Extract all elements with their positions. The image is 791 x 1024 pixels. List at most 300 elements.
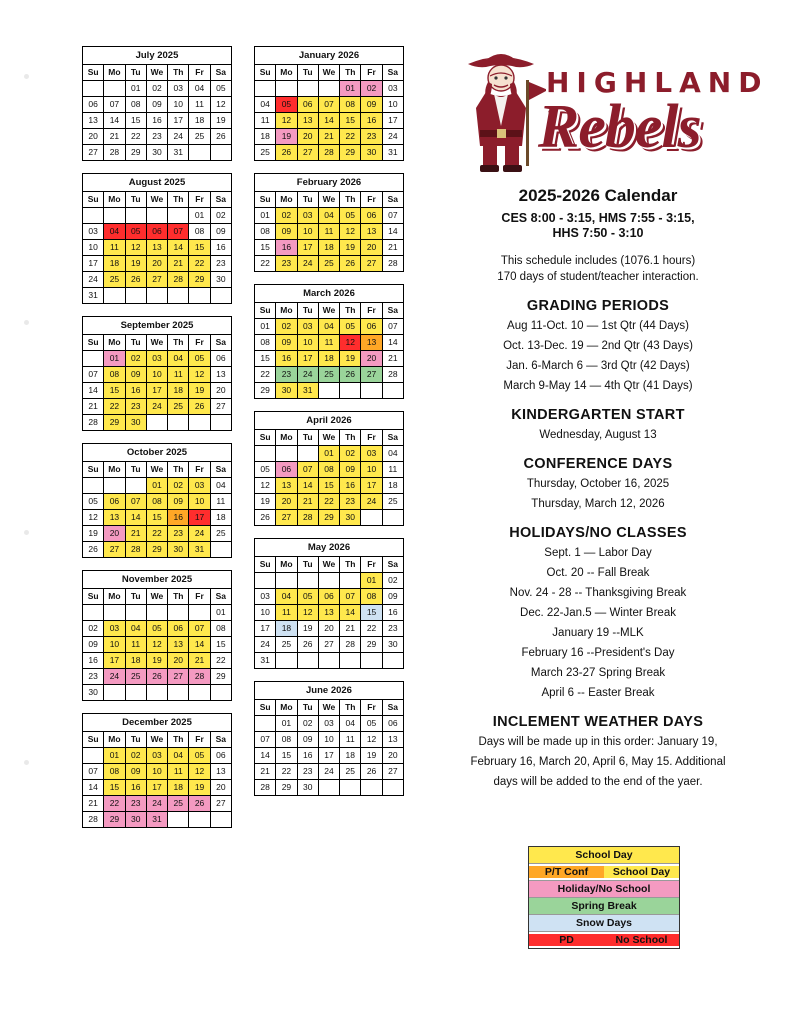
weekday-header: We [146,192,167,208]
section-heading: HOLIDAYS/NO CLASSES [509,525,687,541]
day-cell: 21 [382,351,403,367]
day-cell: 26 [361,764,382,780]
day-cell: 07 [104,97,125,113]
weekday-header: We [318,303,339,319]
section-heading: CONFERENCE DAYS [523,456,673,472]
week-row [255,97,404,113]
week-row [83,351,232,367]
day-cell: 05 [361,716,382,732]
day-cell: 26 [210,129,231,145]
weekday-header: Tu [125,65,146,81]
day-cell: 23 [276,367,297,383]
day-cell: 31 [83,288,104,304]
day-cell: 03 [146,748,167,764]
day-cell: 07 [382,208,403,224]
day-cell: 18 [168,383,189,399]
day-cell: 28 [189,669,210,685]
day-cell: 24 [297,256,318,272]
day-cell: 27 [318,637,339,653]
week-row [83,637,232,653]
empty-cell [276,573,297,589]
day-cell: 15 [340,113,361,129]
day-cell: 03 [297,319,318,335]
day-cell: 12 [189,367,210,383]
logo-rebels-text: Rebels [538,93,701,161]
logo-highland-text: HIGHLAND [546,66,769,99]
weekday-header: Tu [125,732,146,748]
day-cell: 25 [104,272,125,288]
calendar-column-left [82,46,232,840]
legend-row: School Day [529,847,679,864]
day-cell: 13 [318,605,339,621]
empty-cell [382,383,403,399]
day-cell: 14 [318,113,339,129]
day-cell: 22 [125,129,146,145]
month-title: August 2025 [82,173,232,191]
legend-label: No School [604,934,679,946]
punch-hole [24,74,29,79]
day-cell: 16 [125,780,146,796]
day-cell: 09 [168,494,189,510]
day-cell: 18 [104,256,125,272]
day-cell: 20 [382,748,403,764]
day-cell: 04 [210,478,231,494]
section-line: days will be added to the end of the yaer. [493,776,703,788]
day-cell: 30 [168,542,189,558]
color-legend [528,846,680,949]
day-cell: 27 [104,542,125,558]
empty-cell [125,208,146,224]
day-cell: 17 [297,240,318,256]
day-cell: 03 [83,224,104,240]
day-cell: 23 [168,526,189,542]
day-cell: 14 [83,383,104,399]
day-cell: 13 [361,335,382,351]
day-cell: 28 [340,637,361,653]
day-cell: 01 [104,351,125,367]
empty-cell [189,812,210,828]
legend-label: P/T Conf [529,866,604,878]
day-cell: 31 [297,383,318,399]
day-cell: 10 [382,97,403,113]
empty-cell [104,208,125,224]
day-cell: 16 [83,653,104,669]
empty-cell [125,478,146,494]
day-cell: 13 [104,510,125,526]
day-cell: 04 [340,716,361,732]
section-line: April 6 -- Easter Break [541,687,655,699]
weekday-header: Th [340,192,361,208]
day-cell: 27 [361,367,382,383]
empty-cell [276,81,297,97]
punch-hole [24,760,29,765]
week-row [83,288,232,304]
day-cell: 04 [125,621,146,637]
week-row [83,669,232,685]
day-cell: 22 [340,129,361,145]
schedule-note-line2: 170 days of student/teacher interaction. [497,271,699,283]
empty-cell [276,446,297,462]
legend-label: School Day [604,866,679,878]
month-table [254,681,404,796]
day-cell: 01 [255,208,276,224]
day-cell: 24 [104,669,125,685]
day-cell: 18 [125,653,146,669]
weekday-header: Sa [210,589,231,605]
weekday-header: Su [255,557,276,573]
weekday-header: Fr [361,303,382,319]
day-cell: 20 [318,621,339,637]
day-cell: 11 [125,637,146,653]
day-cell: 02 [125,748,146,764]
empty-cell [146,415,167,431]
day-cell: 23 [125,796,146,812]
month-table [254,284,404,399]
day-cell: 12 [125,240,146,256]
section-heading: KINDERGARTEN START [511,407,685,423]
weekday-header: We [146,462,167,478]
week-row [255,240,404,256]
day-cell: 07 [340,589,361,605]
week-row [83,399,232,415]
day-cell: 01 [255,319,276,335]
day-cell: 31 [189,542,210,558]
weekday-header: Su [83,65,104,81]
day-cell: 09 [125,764,146,780]
section-heading: INCLEMENT WEATHER DAYS [492,714,704,730]
month-title: June 2026 [254,681,404,699]
weekday-header: We [146,65,167,81]
weekday-header: Tu [125,192,146,208]
week-row [255,367,404,383]
day-cell: 25 [168,399,189,415]
day-cell: 07 [297,462,318,478]
month-table [82,316,232,431]
week-row [83,526,232,542]
school-logo [438,30,769,180]
day-cell: 15 [276,748,297,764]
day-cell: 06 [276,462,297,478]
day-cell: 12 [276,113,297,129]
weekday-header: Su [255,700,276,716]
empty-cell [168,208,189,224]
week-row [83,685,232,701]
day-cell: 24 [146,399,167,415]
day-cell: 03 [189,478,210,494]
weekday-header: Tu [297,700,318,716]
weekday-header: We [146,589,167,605]
month-table [82,443,232,558]
week-row [83,256,232,272]
day-cell: 02 [210,208,231,224]
weekday-header: Tu [297,192,318,208]
day-cell: 22 [210,653,231,669]
day-cell: 03 [255,589,276,605]
week-row [255,732,404,748]
day-cell: 10 [361,462,382,478]
day-cell: 22 [146,526,167,542]
day-cell: 30 [125,812,146,828]
day-cell: 10 [297,335,318,351]
day-cell: 29 [276,780,297,796]
day-cell: 01 [276,716,297,732]
month-table [254,46,404,161]
weekday-header: Mo [276,65,297,81]
empty-cell [297,446,318,462]
day-cell: 07 [83,764,104,780]
week-row [83,272,232,288]
weekday-header: Mo [104,462,125,478]
schedule-note-line1: This schedule includes (1076.1 hours) [500,255,696,267]
empty-cell [276,653,297,669]
day-cell: 18 [189,113,210,129]
weekday-header: Tu [297,303,318,319]
month-title: January 2026 [254,46,404,64]
weekday-header: Sa [210,65,231,81]
day-cell: 07 [382,319,403,335]
empty-cell [104,81,125,97]
rebel-mascot-icon [456,34,546,174]
day-cell: 17 [318,748,339,764]
day-cell: 08 [125,97,146,113]
empty-cell [318,383,339,399]
day-cell: 28 [104,145,125,161]
weekday-header: Fr [361,700,382,716]
section-line: Oct. 20 -- Fall Break [546,567,650,579]
weekday-header: Fr [361,430,382,446]
day-cell: 21 [83,399,104,415]
day-cell: 17 [382,113,403,129]
day-cell: 05 [255,462,276,478]
week-row [83,415,232,431]
week-row [255,462,404,478]
week-row [83,383,232,399]
week-row [255,589,404,605]
day-cell: 04 [104,224,125,240]
day-cell: 25 [276,637,297,653]
section-line: Thursday, March 12, 2026 [531,498,665,510]
month-table [254,411,404,526]
weekday-header: Fr [361,557,382,573]
day-cell: 11 [168,367,189,383]
empty-cell [297,653,318,669]
day-cell: 26 [276,145,297,161]
day-cell: 29 [340,145,361,161]
day-cell: 18 [340,748,361,764]
day-cell: 04 [168,748,189,764]
day-cell: 10 [297,224,318,240]
day-cell: 15 [104,383,125,399]
day-cell: 18 [276,621,297,637]
day-cell: 01 [189,208,210,224]
day-cell: 13 [210,764,231,780]
day-cell: 09 [361,97,382,113]
day-cell: 20 [210,780,231,796]
day-cell: 19 [340,351,361,367]
weekday-header: Su [83,732,104,748]
weekday-header: Mo [276,192,297,208]
weekday-header: Tu [297,430,318,446]
weekday-header: Mo [104,589,125,605]
day-cell: 08 [104,367,125,383]
week-row [255,113,404,129]
section-heading: GRADING PERIODS [526,298,670,314]
day-cell: 08 [255,335,276,351]
weekday-header: Tu [297,557,318,573]
day-cell: 24 [168,129,189,145]
day-cell: 21 [125,526,146,542]
day-cell: 30 [361,145,382,161]
day-cell: 11 [318,224,339,240]
empty-cell [255,81,276,97]
section-line: Nov. 24 - 28 -- Thanksgiving Break [509,587,687,599]
day-cell: 31 [382,145,403,161]
day-cell: 14 [189,637,210,653]
empty-cell [210,542,231,558]
day-cell: 20 [83,129,104,145]
weekday-header: Su [83,335,104,351]
empty-cell [104,685,125,701]
day-cell: 29 [125,145,146,161]
day-cell: 09 [210,224,231,240]
weekday-header: We [318,65,339,81]
day-cell: 24 [189,526,210,542]
day-cell: 10 [318,732,339,748]
weekday-header: Th [340,65,361,81]
day-cell: 11 [382,462,403,478]
day-cell: 31 [168,145,189,161]
weekday-header: Tu [125,462,146,478]
week-row [255,208,404,224]
week-row [255,81,404,97]
punch-hole [24,320,29,325]
day-cell: 09 [340,462,361,478]
day-cell: 28 [168,272,189,288]
day-cell: 14 [83,780,104,796]
day-cell: 28 [382,367,403,383]
day-cell: 29 [361,637,382,653]
day-cell: 04 [189,81,210,97]
weekday-header: Tu [297,65,318,81]
legend-row: Snow Days [529,915,679,932]
day-cell: 08 [318,462,339,478]
day-cell: 28 [297,510,318,526]
day-cell: 20 [210,383,231,399]
day-cell: 10 [146,367,167,383]
empty-cell [146,208,167,224]
empty-cell [189,685,210,701]
day-cell: 23 [361,129,382,145]
day-cell: 22 [255,256,276,272]
month-title: March 2026 [254,284,404,302]
empty-cell [340,653,361,669]
weekday-header: Tu [125,589,146,605]
day-cell: 23 [125,399,146,415]
day-cell: 13 [83,113,104,129]
day-cell: 04 [382,446,403,462]
day-cell: 07 [318,97,339,113]
section-line: February 16, March 20, April 6, May 15. Additional [470,756,726,768]
weekday-header: Su [255,303,276,319]
day-cell: 28 [83,812,104,828]
empty-cell [340,573,361,589]
day-cell: 24 [361,494,382,510]
day-cell: 25 [382,494,403,510]
day-cell: 19 [361,748,382,764]
day-cell: 11 [340,732,361,748]
day-cell: 05 [210,81,231,97]
day-cell: 29 [146,542,167,558]
empty-cell [104,478,125,494]
day-cell: 20 [104,526,125,542]
day-cell: 06 [382,716,403,732]
day-cell: 02 [297,716,318,732]
day-cell: 19 [125,256,146,272]
day-cell: 21 [168,256,189,272]
weekday-header: Mo [276,303,297,319]
day-cell: 28 [125,542,146,558]
day-cell: 02 [146,81,167,97]
day-cell: 27 [83,145,104,161]
day-cell: 22 [276,764,297,780]
day-cell: 22 [104,796,125,812]
week-row [255,748,404,764]
day-cell: 05 [146,621,167,637]
day-cell: 16 [340,478,361,494]
week-row [83,113,232,129]
day-cell: 06 [361,319,382,335]
day-cell: 03 [146,351,167,367]
day-cell: 20 [361,351,382,367]
day-cell: 08 [340,97,361,113]
day-cell: 10 [168,97,189,113]
day-cell: 24 [83,272,104,288]
empty-cell [83,605,104,621]
weekday-header: Sa [382,303,403,319]
weekday-header: Fr [189,462,210,478]
day-cell: 25 [255,145,276,161]
day-cell: 15 [146,510,167,526]
weekday-header: Sa [382,430,403,446]
day-cell: 26 [297,637,318,653]
section-line: Aug 11-Oct. 10 — 1st Qtr (44 Days) [507,320,689,332]
empty-cell [318,653,339,669]
day-cell: 22 [189,256,210,272]
day-cell: 26 [146,669,167,685]
empty-cell [361,383,382,399]
empty-cell [318,573,339,589]
month-table [82,173,232,304]
weekday-header: Mo [276,430,297,446]
legend-label: PD [529,934,604,946]
day-cell: 12 [297,605,318,621]
day-cell: 12 [146,637,167,653]
week-row [83,780,232,796]
day-cell: 15 [210,637,231,653]
day-cell: 26 [255,510,276,526]
day-cell: 01 [210,605,231,621]
day-cell: 30 [340,510,361,526]
day-cell: 12 [83,510,104,526]
month-title: May 2026 [254,538,404,556]
week-row [255,478,404,494]
empty-cell [382,510,403,526]
day-cell: 14 [125,510,146,526]
day-cell: 25 [189,129,210,145]
week-row [83,494,232,510]
day-cell: 19 [83,526,104,542]
day-cell: 27 [210,796,231,812]
